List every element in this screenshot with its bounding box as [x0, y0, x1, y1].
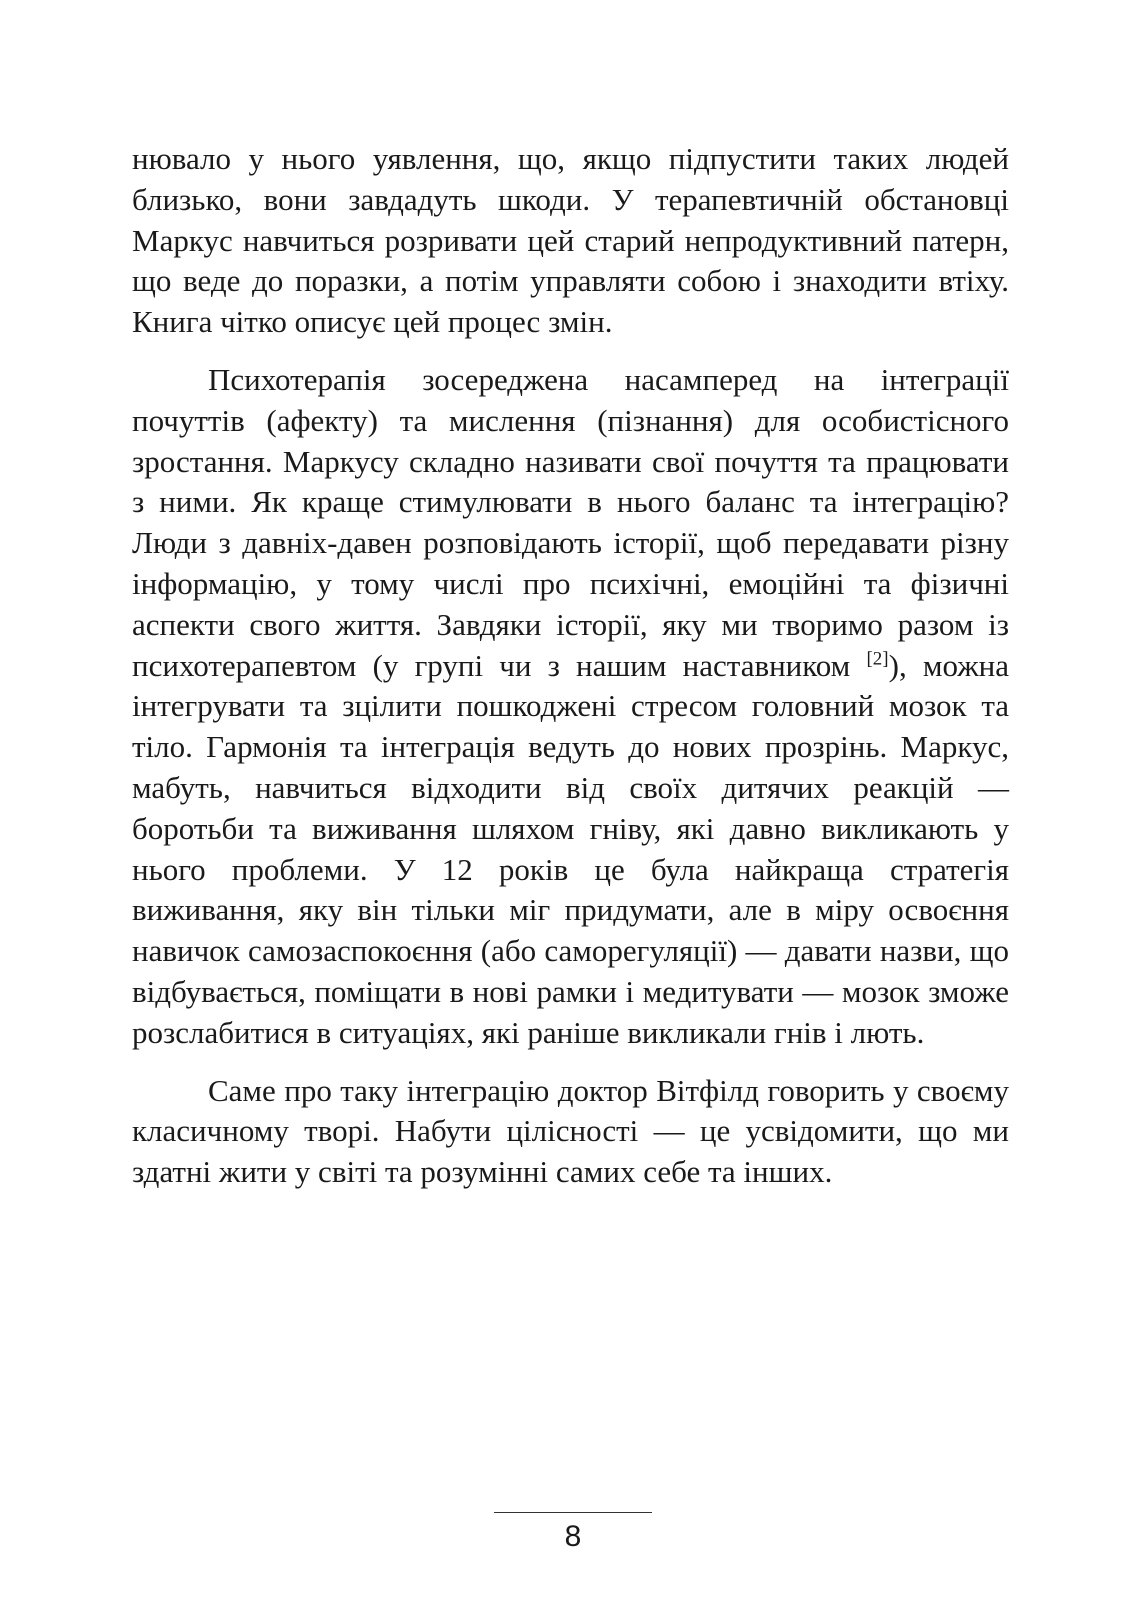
- footer-divider: [494, 1512, 652, 1513]
- paragraph-2-text-end: ), можна інтегрувати та зцілити пошкоджені стресом головний мозок та тіло. Гармонія та інтеграція ведуть до нових прозрінь. Маркус, мабуть, навчиться відходити від своїх дитячих реакцій — боротьби та виживання шляхом гніву, які давно викликають у нього проблеми. У 12 років це була найкраща стратегія виживання, яку він тільки міг придумати, але в міру освоєння навичок самозаспокоєння (або саморегуляції) — давати назви, що відбувається, поміщати в нові рамки і медитувати — мозок зможе розслабитися в ситуаціях, які раніше викликали гнів і лють.: [132, 647, 1009, 1050]
- body-text: [132, 139, 1009, 1210]
- paragraph-1: нювало у нього уявлення, що, якщо підпустити таких людей близько, вони завдадуть шкоди. У терапевтичній обстановці Маркус навчиться розривати цей старий непродуктивний патерн, що веде до поразки, а потім управляти собою і знаходити втіху. Книга чітко описує цей процес змін.: [132, 141, 1009, 340]
- paragraph-2: [132, 360, 1009, 1054]
- paragraph-2-text-start: Психотерапія зосереджена насамперед на інтеграції почуттів (афекту) та мислення (пізнання) для особистісного зростання. Маркусу складно називати свої почуття та працювати з ними. Як краще стимулювати в нього баланс та інтеграцію? Люди з давніх-давен розповідають історії, щоб передавати різну інформацію, у тому числі про психічні, емоційні та фізичні аспекти свого життя. Завдяки історії, яку ми творимо разом із психотерапевтом (у групі чи з нашим наставником: [132, 361, 1009, 683]
- footnote-reference[interactable]: [2]: [866, 648, 889, 670]
- page-number: 8: [564, 1520, 582, 1553]
- paragraph-3: Саме про таку інтеграцію доктор Вітфілд говорить у своєму класичному творі. Набути цілісності — це усвідомити, що ми здатні жити у світі та розумінні самих себе та інших.: [132, 1072, 1009, 1190]
